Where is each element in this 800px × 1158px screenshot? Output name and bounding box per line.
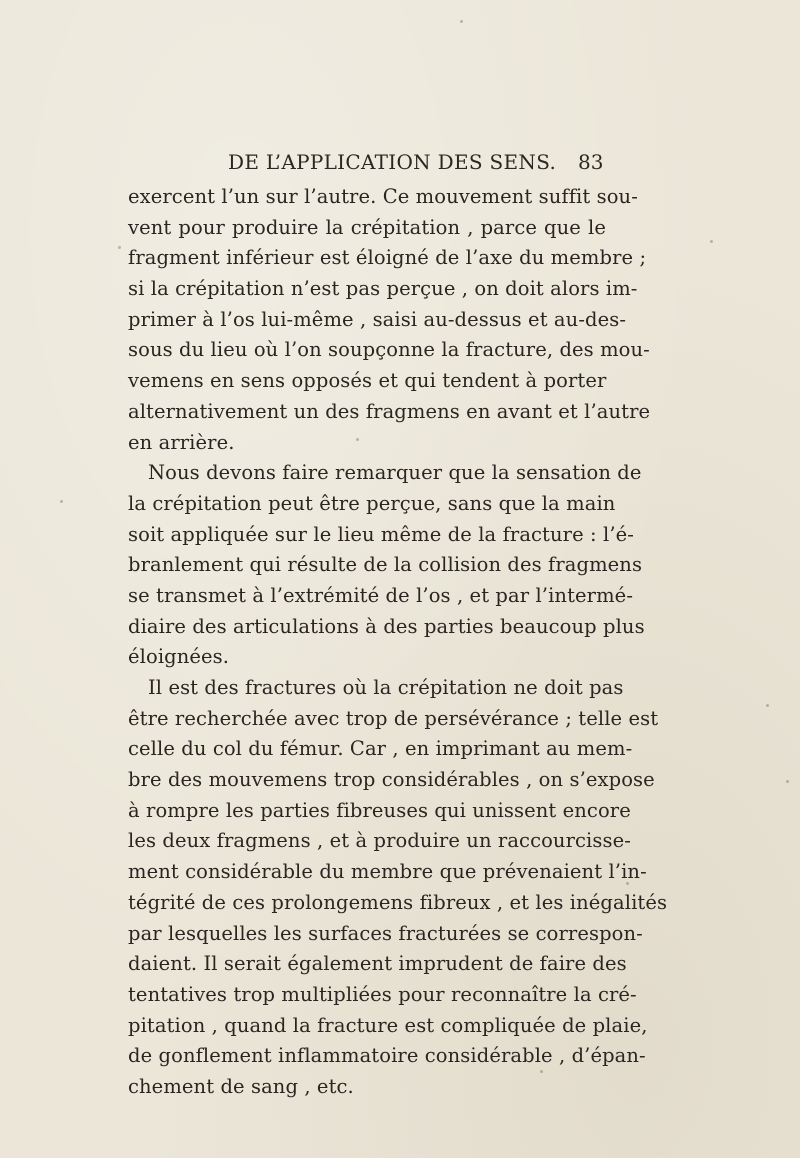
text-line: les deux fragmens , et à produire un raccourcisse-: [128, 829, 631, 853]
paper-speck: [710, 240, 713, 243]
paper-speck: [766, 704, 769, 707]
text-line: diaire des articulations à des parties beaucoup plus: [128, 614, 645, 638]
text-line: pitation , quand la fracture est compliquée de plaie,: [128, 1013, 648, 1037]
paper-speck: [460, 20, 463, 23]
text-line: Nous devons faire remarquer que la sensation de: [148, 461, 642, 485]
page-number: 83: [578, 150, 604, 174]
text-line: sous du lieu où l’on soupçonne la fracture, des mou-: [128, 338, 650, 362]
text-line: à rompre les parties fibreuses qui unissent encore: [128, 798, 631, 822]
text-line: exercent l’un sur l’autre. Ce mouvement suffit sou-: [128, 185, 638, 208]
text-line: tégrité de ces prolongemens fibreux , et les inégalités: [128, 890, 668, 914]
paper-speck: [118, 246, 121, 249]
text-line: Il est des fractures où la crépitation ne doit pas: [148, 676, 624, 699]
text-line: en arrière.: [128, 430, 235, 454]
text-line: de gonflement inflammatoire considérable , d’épan-: [128, 1044, 646, 1068]
text-line: fragment inférieur est éloigné de l’axe du membre ;: [128, 246, 647, 270]
text-line: éloignées.: [128, 645, 230, 669]
paper-speck: [540, 1070, 543, 1073]
text-line: branlement qui résulte de la collision des fragmens: [128, 553, 643, 577]
paper-speck: [356, 438, 359, 441]
text-line: primer à l’os lui-même , saisi au-dessus et au-des-: [128, 307, 627, 331]
text-line: tentatives trop multipliées pour reconnaître la cré-: [128, 982, 637, 1006]
paragraph-2: [128, 458, 645, 673]
text-line: si la crépitation n’est pas perçue , on doit alors im-: [128, 277, 638, 301]
paper-speck: [786, 780, 789, 783]
text-line: bre des mouvemens trop considérables , on s’expose: [128, 768, 655, 792]
paper-speck: [60, 500, 63, 503]
paper-speck: [626, 882, 629, 885]
paragraph-3: [128, 673, 668, 1103]
text-line: soit appliquée sur le lieu même de la fracture : l’é-: [128, 522, 634, 546]
text-line: ment considérable du membre que prévenaient l’in-: [128, 860, 647, 884]
text-line: vent pour produire la crépitation , parce que le: [128, 215, 606, 239]
running-head: [0, 150, 800, 180]
text-line: chement de sang , etc.: [128, 1074, 354, 1098]
text-line: par lesquelles les surfaces fracturées se correspon-: [128, 921, 643, 945]
body-text: [128, 182, 668, 1103]
running-title: DE L’APPLICATION DES SENS.: [228, 150, 557, 174]
text-line: être recherchée avec trop de persévérance ; telle est: [128, 706, 659, 730]
text-line: alternativement un des fragmens en avant et l’autre: [128, 399, 651, 423]
text-line: celle du col du fémur. Car , en imprimant au mem-: [128, 737, 633, 761]
text-line: daient. Il serait également imprudent de faire des: [128, 952, 627, 976]
text-line: vemens en sens opposés et qui tendent à porter: [128, 369, 607, 393]
paragraph-1: [128, 182, 651, 458]
text-line: se transmet à l’extrémité de l’os , et par l’intermé-: [128, 583, 634, 607]
text-line: la crépitation peut être perçue, sans que la main: [128, 491, 616, 515]
